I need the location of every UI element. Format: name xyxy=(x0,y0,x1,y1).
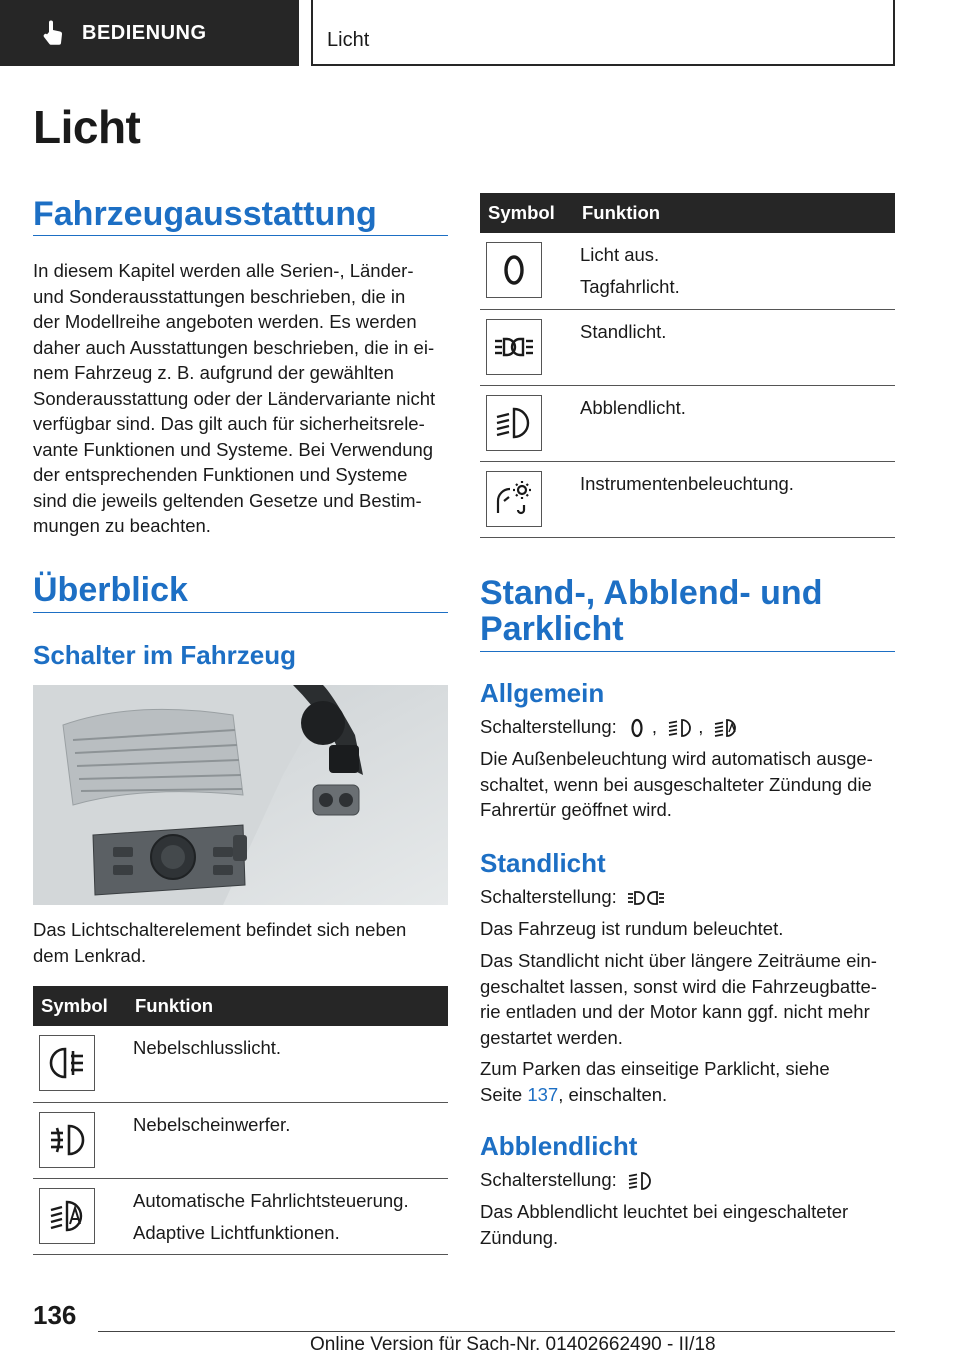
section-tab[interactable] xyxy=(0,0,299,66)
col-header-symbol: Symbol xyxy=(480,193,574,233)
page-link-137[interactable]: 137 xyxy=(527,1083,559,1105)
allgemein-switch-positions: Schalterstellung: , , xyxy=(480,714,900,740)
allgemein-text: Die Außenbeleuchtung wird automatisch ausge- schaltet, wenn bei ausgeschalteter Zündung die Fahrertür geöffnet wird. xyxy=(480,748,873,820)
light-switch-photo xyxy=(33,685,448,905)
standlicht-p3: Zum Parken das einseitige Parklicht, siehe Seite 137, einschalten. xyxy=(480,1058,830,1105)
table-row: Nebelschlusslicht. xyxy=(33,1026,448,1102)
abblend-switch-position: Schalterstellung: xyxy=(480,1167,900,1193)
heading-rule xyxy=(33,612,448,613)
chapter-tab-label: Licht xyxy=(327,29,370,51)
footer-rule xyxy=(98,1331,895,1332)
low-beam-icon xyxy=(666,717,694,739)
heading-ueberblick: Überblick xyxy=(33,571,188,609)
heading-allgemein: Allgemein xyxy=(480,678,605,708)
front-fog-light-icon xyxy=(45,1118,89,1162)
parking-light-icon xyxy=(492,325,536,369)
light-off-icon xyxy=(492,248,536,292)
table-row: Licht aus. Tagfahrlicht. xyxy=(480,233,895,309)
col-header-funktion: Funktion xyxy=(127,986,448,1026)
auto-headlight-icon xyxy=(45,1194,89,1238)
standlicht-switch-position: Schalterstellung: xyxy=(480,884,900,910)
chapter-tab[interactable] xyxy=(311,0,895,66)
table-row: Standlicht. xyxy=(480,309,895,385)
heading-rule xyxy=(33,235,448,236)
table-row: Abblendlicht. xyxy=(480,385,895,461)
intro-paragraph: In diesem Kapitel werden alle Serien-, Länder- und Sonderausstattungen beschrieben, die in der Modellreihe angeboten werden. Es werden daher auch Ausstattungen beschrieben, die in ei- nem Fahrzeug z. B. aufgrund der gewählten Sonderausstattung oder der Ländervariante nicht verfügbar sind. Das gilt auch für sicherheitsrele- vante Funktionen und Systeme. Bei Verwendung der entsprechenden Funktionen und Systeme sind die jeweils geltenden Gesetze und Bestim- mungen zu beachten. xyxy=(33,260,436,536)
hand-pointer-icon xyxy=(38,18,68,48)
section-tab-label: BEDIENUNG xyxy=(82,21,207,44)
standlicht-p2: Das Standlicht nicht über längere Zeiträume ein- geschaltet lassen, sonst wird die Fahrzeugbatte- rie entladen und der Motor kann ggf. nicht mehr gestartet werden. xyxy=(480,950,877,1048)
light-off-icon xyxy=(626,717,648,739)
left-symbol-table xyxy=(33,986,448,1255)
heading-standlicht: Standlicht xyxy=(480,848,606,878)
low-beam-icon xyxy=(626,1170,654,1192)
heading-schalter: Schalter im Fahrzeug xyxy=(33,640,296,670)
page-number: 136 xyxy=(33,1300,77,1330)
heading-stand-abblend-parklicht: Stand-, Abblend- und Parklicht xyxy=(480,574,823,648)
standlicht-p1: Das Fahrzeug ist rundum beleuchtet. xyxy=(480,918,784,939)
page-title: Licht xyxy=(33,101,141,153)
auto-headlight-icon xyxy=(712,717,740,739)
heading-fahrzeugausstattung: Fahrzeugausstattung xyxy=(33,195,377,233)
photo-caption: Das Lichtschalterelement befindet sich neben dem Lenkrad. xyxy=(33,919,407,966)
heading-abblendlicht: Abblendlicht xyxy=(480,1131,638,1161)
right-symbol-table xyxy=(480,193,895,538)
rear-fog-light-icon xyxy=(45,1041,89,1085)
instrument-lighting-icon xyxy=(492,477,536,521)
footer-text: Online Version für Sach-Nr. 01402662490 - II/18 xyxy=(310,1334,716,1355)
table-row: Instrumentenbeleuchtung. xyxy=(480,461,895,537)
table-row: Automatische Fahrlichtsteuerung. Adaptive Lichtfunktionen. xyxy=(33,1178,448,1254)
parking-light-icon xyxy=(626,887,666,909)
low-beam-icon xyxy=(492,401,536,445)
table-row: Nebelscheinwerfer. xyxy=(33,1102,448,1178)
col-header-symbol: Symbol xyxy=(33,986,127,1026)
col-header-funktion: Funktion xyxy=(574,193,895,233)
heading-rule xyxy=(480,651,895,652)
abblend-text: Das Abblendlicht leuchtet bei eingeschalteter Zündung. xyxy=(480,1201,849,1248)
